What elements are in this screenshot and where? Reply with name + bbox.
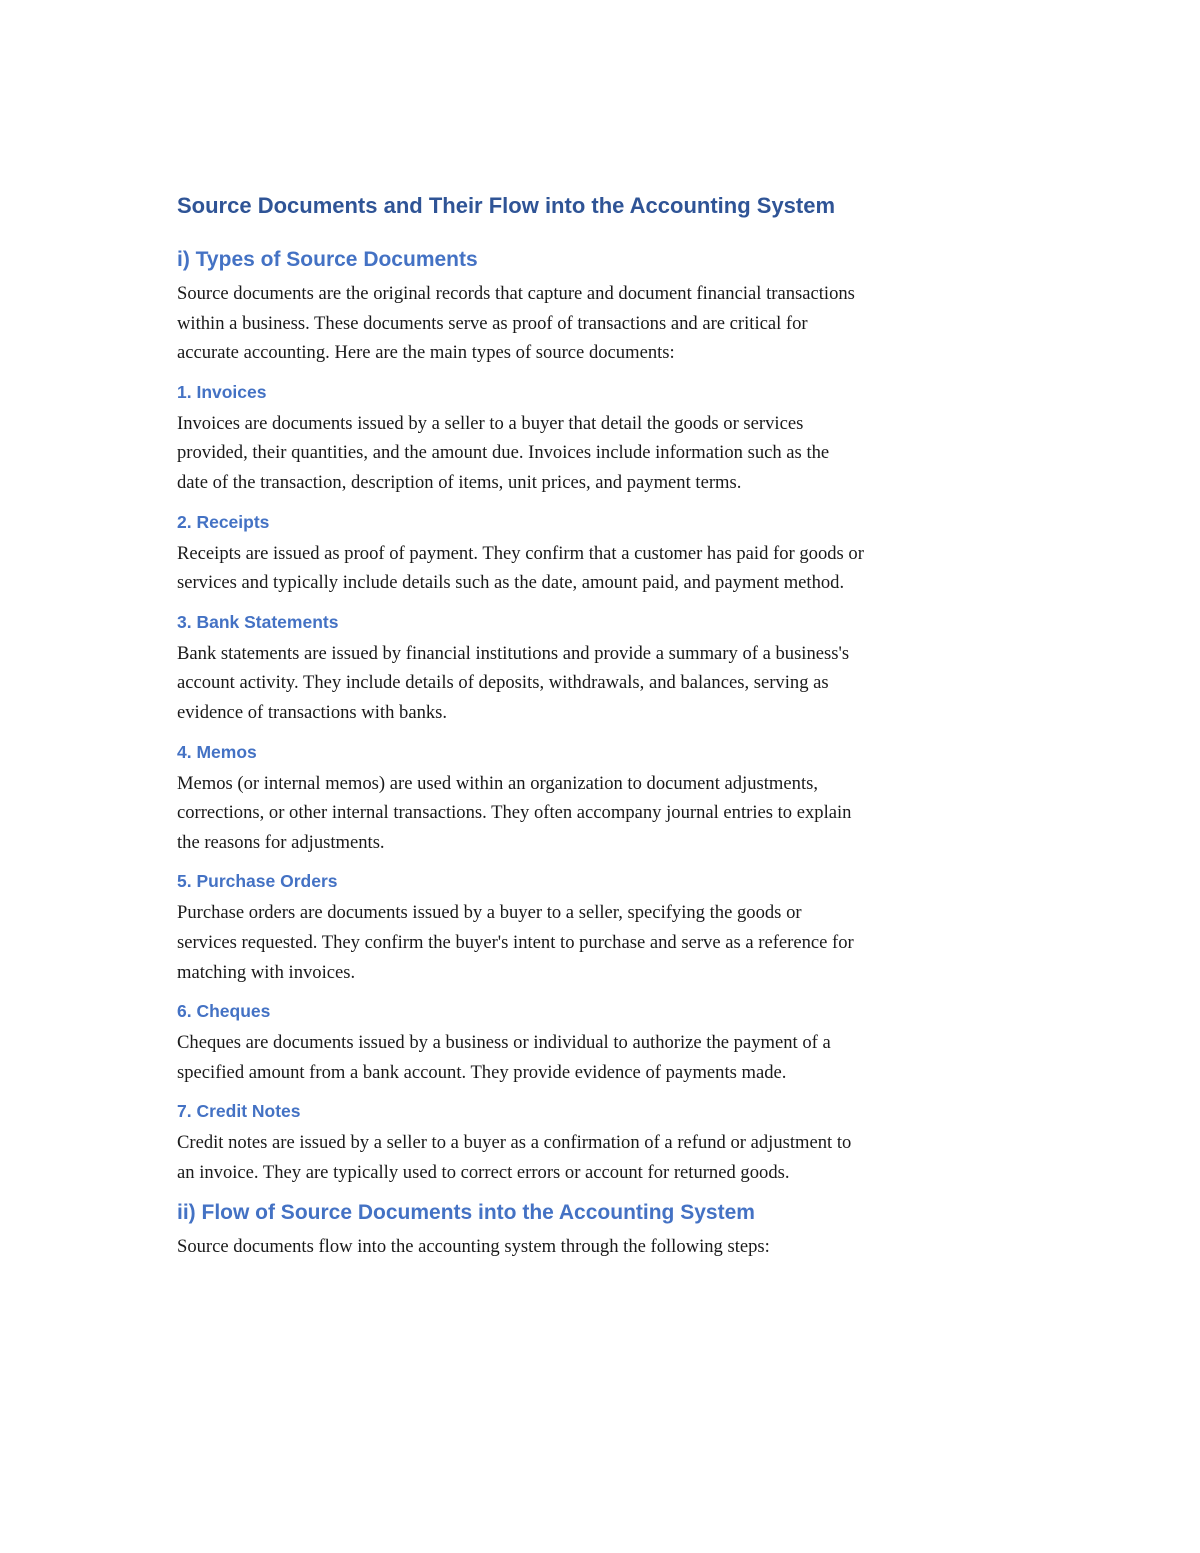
text-line: services and typically include details such as the date, amount paid, and payment method. [177,572,845,594]
item-receipts [177,509,1037,598]
item-heading: 7. Credit Notes [177,1101,301,1122]
document-page [177,190,1037,1273]
text-line: Credit notes are issued by a seller to a buyer as a confirmation of a refund or adjustment to [177,1132,852,1154]
item-body [177,539,1037,598]
text-line: services requested. They confirm the buyer's intent to purchase and serve as a reference for [177,931,854,953]
text-line: provided, their quantities, and the amount due. Invoices include information such as the [177,442,830,464]
text-line: evidence of transactions with banks. [177,701,448,723]
item-invoices [177,379,1037,498]
text-line: corrections, or other internal transactions. They often accompany journal entries to explain [177,802,852,824]
section-intro-types [177,279,1037,368]
text-line: Source documents flow into the accounting system through the following steps: [177,1236,770,1258]
item-body [177,1028,1037,1087]
section-heading-types: i) Types of Source Documents [177,248,478,271]
text-line: Memos (or internal memos) are used within an organization to document adjustments, [177,772,818,794]
text-line: Receipts are issued as proof of payment. They confirm that a customer has paid for goods or [177,542,864,564]
item-bank-statements [177,609,1037,728]
item-body [177,898,1037,987]
text-line: accurate accounting. Here are the main types of source documents: [177,342,675,364]
text-line: Bank statements are issued by financial institutions and provide a summary of a business's [177,642,850,664]
text-line: Cheques are documents issued by a business or individual to authorize the payment of a [177,1032,831,1054]
document-title: Source Documents and Their Flow into the Accounting System [177,193,836,218]
item-heading: 3. Bank Statements [177,611,339,632]
section-heading-flow: ii) Flow of Source Documents into the Accounting System [177,1201,755,1225]
item-heading: 6. Cheques [177,1001,271,1022]
text-line: date of the transaction, description of items, unit prices, and payment terms. [177,471,742,493]
text-line: Source documents are the original records that capture and document financial transactions [177,283,855,304]
item-cheques [177,998,1037,1087]
item-heading: 1. Invoices [177,381,267,402]
item-heading: 4. Memos [177,741,257,762]
text-line: Purchase orders are documents issued by a buyer to a seller, specifying the goods or [177,902,802,924]
text-line: account activity. They include details of deposits, withdrawals, and balances, serving as [177,672,829,694]
item-memos [177,739,1037,858]
item-heading: 2. Receipts [177,511,270,532]
item-body [177,639,1037,728]
text-line: specified amount from a bank account. They provide evidence of payments made. [177,1061,787,1083]
item-purchase-orders [177,868,1037,987]
item-body [177,409,1037,498]
text-line: matching with invoices. [177,961,356,983]
item-body [177,769,1037,858]
item-heading: 5. Purchase Orders [177,871,338,892]
item-credit-notes [177,1098,1037,1187]
text-line: the reasons for adjustments. [177,831,385,853]
item-body [177,1128,1037,1187]
text-line: an invoice. They are typically used to correct errors or account for returned goods. [177,1161,790,1183]
text-line: within a business. These documents serve as proof of transactions and are critical for [177,312,808,334]
section-intro-flow [177,1232,1037,1262]
text-line: Invoices are documents issued by a seller to a buyer that detail the goods or services [177,412,804,434]
